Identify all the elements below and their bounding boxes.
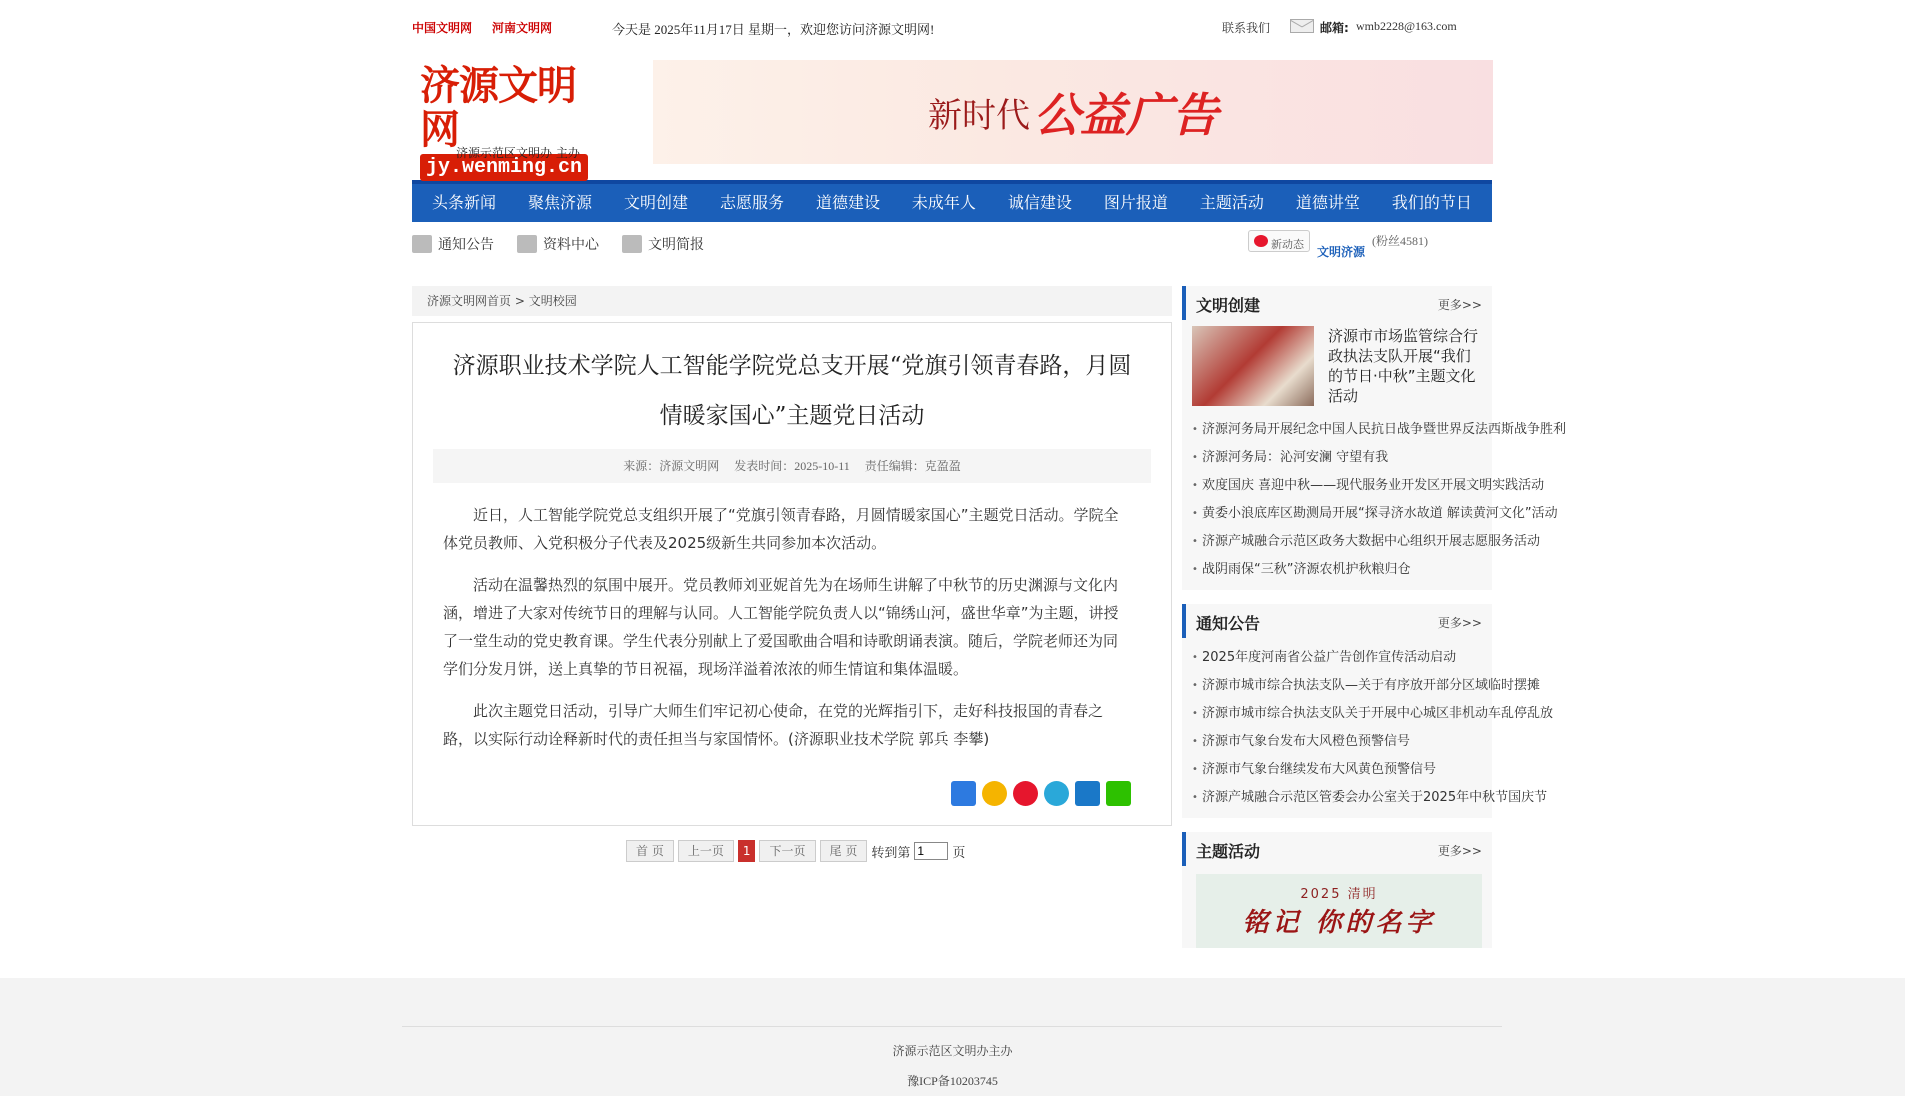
share-more-icon[interactable] [951,781,976,806]
share-wechat-icon[interactable] [1106,781,1131,806]
logo-en: jy.wenming.cn [420,154,588,181]
mail-label: 邮箱: [1320,21,1349,35]
logo-cn: 济源文明网 [420,62,576,153]
nav-item[interactable]: 文明创建 [623,193,688,212]
article-time: 发表时间：2025-10-11 [734,459,850,473]
footer-organizer: 济源示范区文明办主办 [892,1044,1013,1058]
notice-label: 通知公告 [438,237,494,253]
article-paragraph: 近日，人工智能学院党总支组织开展了“党旗引领青春路，月圆情暖家国心”主题党日活动。学院全体党员教师、入党积极分子代表及2025级新生共同参加本次活动。 [443,506,1119,552]
bulletin-label: 文明简报 [648,237,704,253]
featured-news[interactable] [1182,320,1492,410]
list-item[interactable]: • 济源市城市综合执法支队关于开展中心城区非机动车乱停乱放 [1192,700,1482,728]
list-item[interactable]: • 济源市气象台继续发布大风黄色预警信号 [1192,756,1482,784]
top-bar [412,0,1492,52]
nav-item[interactable]: 未成年人 [911,193,976,212]
banner-text-2: 公益广告 [1034,88,1218,142]
topic-banner[interactable] [1196,874,1482,948]
article-paragraph: 活动在温馨热烈的氛围中展开。党员教师刘亚妮首先为在场师生讲解了中秋节的历史渊源与文化内涵，增进了大家对传统节日的理解与认同。人工智能学院负责人以“锦绣山河，盛世华章”为主题，讲授了一堂生动的党史教育课。学生代表分别献上了爱国歌曲合唱和诗歌朗诵表演。随后，学院老师还为同学们分发月饼，送上真挚的节日祝福，现场洋溢着浓浓的师生情谊和集体温暖。 [443,576,1119,678]
article-body [413,483,1171,753]
date-greeting: 今天是 2025年11月17日 星期一，欢迎您访问济源文明网! [612,22,935,37]
notice-list [1182,638,1554,818]
link-china-wenming[interactable]: 中国文明网 [412,21,473,35]
footer [0,978,1905,1096]
nav-item[interactable]: 聚焦济源 [527,193,592,212]
share-tqq-icon[interactable] [1044,781,1069,806]
notice-title: 通知公告 [1196,614,1261,633]
breadcrumb [412,286,1172,316]
featured-news-image[interactable] [1192,326,1314,406]
nav-item[interactable]: 图片报道 [1103,193,1168,212]
notice-box [1182,604,1554,818]
banner-text-1: 新时代 [928,95,1030,136]
list-item[interactable]: • 济源河务局开展纪念中国人民抗日战争暨世界反法西斯战争胜利 [1192,416,1482,444]
nav-item[interactable]: 主题活动 [1199,193,1264,212]
last-page-button[interactable]: 尾 页 [820,840,868,862]
article-paragraph: 此次主题党日活动，引导广大师生们牢记初心使命，在党的光辉指引下，走好科技报国的青春之路，以实际行动诠释新时代的责任担当与家国情怀。(济源职业技术学院 郭兵 李攀) [443,702,1104,748]
pagination [626,840,965,862]
topic-banner-year: 2025 清明 [1300,887,1378,902]
weibo-fans-count: (粉丝4581) [1372,234,1428,248]
list-item[interactable]: • 济源河务局：沁河安澜 守望有我 [1192,444,1482,472]
nav-item[interactable]: 道德讲堂 [1295,193,1360,212]
list-item[interactable]: • 2025年度河南省公益广告创作宣传活动启动 [1192,644,1482,672]
topic-box [1182,832,1492,948]
footer-divider [402,1026,1502,1027]
share-qzone-icon[interactable] [982,781,1007,806]
goto-label-post: 页 [952,845,966,861]
contact-link[interactable]: 联系我们 [1222,21,1271,35]
article-title: 济源职业技术学院人工智能学院党总支开展“党旗引领青春路，月圆情暖家国心”主题党日活动 [452,353,1132,429]
next-page-button[interactable]: 下一页 [759,840,815,862]
breadcrumb-current[interactable]: 文明校园 [528,294,577,308]
topic-title: 主题活动 [1196,842,1261,861]
main-area [412,266,1567,966]
notice-more-link[interactable]: 更多>> [1437,616,1482,630]
mail-value: wmb2228@163.com [1356,19,1457,33]
document-icon [622,235,642,253]
topic-more-link[interactable]: 更多>> [1437,844,1482,858]
site-logo[interactable] [420,62,583,181]
goto-label-pre: 转到第 [871,845,911,861]
article-meta [433,449,1151,483]
article [412,322,1172,826]
topic-header [1182,832,1492,866]
download-icon [517,235,537,253]
nav-item[interactable]: 我们的节日 [1391,193,1472,212]
weibo-follow-button[interactable]: 新动态 [1248,230,1310,252]
comment-icon [412,235,432,253]
wenming-title: 文明创建 [1196,296,1261,315]
wenming-box [1182,286,1567,590]
footer-icp[interactable]: 豫ICP备10203745 [907,1074,998,1088]
breadcrumb-home[interactable]: 济源文明网首页 [427,294,512,308]
article-editor: 责任编辑：克盈盈 [864,459,961,473]
bulletin-link[interactable] [622,234,704,254]
mail-icon [1290,19,1314,33]
sidebar [1182,286,1567,962]
article-source: 来源：济源文明网 [623,459,720,473]
notice-header [1182,604,1492,638]
nav-item[interactable]: 道德建设 [815,193,880,212]
logo-subtitle: 济源示范区文明办 主办 [456,146,580,160]
list-item[interactable]: • 战阴雨保“三秋”济源农机护秋粮归仓 [1192,556,1482,584]
list-item[interactable]: • 济源市气象台发布大风橙色预警信号 [1192,728,1482,756]
nav-item[interactable]: 诚信建设 [1007,193,1072,212]
resource-label: 资料中心 [543,237,599,253]
resource-link[interactable] [517,234,599,254]
featured-news-title[interactable]: 济源市市场监管综合行政执法支队开展“我们的节日·中秋”主题文化活动 [1328,327,1479,405]
weibo-name-link[interactable]: 文明济源 [1317,245,1366,259]
current-page: 1 [738,840,756,862]
link-henan-wenming[interactable]: 河南文明网 [492,21,553,35]
topic-banner-text: 铭记 你的名字 [1242,908,1436,938]
wenming-header [1182,286,1492,320]
main-nav [412,180,1492,222]
prev-page-button[interactable]: 上一页 [678,840,734,862]
share-bar [951,781,1131,806]
sub-bar [412,222,1492,266]
list-item[interactable]: • 济源产城融合示范区政务大数据中心组织开展志愿服务活动 [1192,528,1482,556]
nav-item[interactable]: 志愿服务 [719,193,784,212]
goto-page-input[interactable] [914,842,948,860]
list-item[interactable]: • 黄委小浪底库区勘测局开展“探寻济水故道 解读黄河文化”活动 [1192,500,1482,528]
breadcrumb-sep: > [514,294,525,308]
first-page-button[interactable]: 首 页 [626,840,674,862]
wenming-more-link[interactable]: 更多>> [1437,298,1482,312]
public-ad-banner[interactable] [653,60,1493,164]
notice-link[interactable] [412,234,494,254]
list-item[interactable]: • 济源市城市综合执法支队—关于有序放开部分区域临时摆摊 [1192,672,1482,700]
list-item[interactable]: • 欢度国庆 喜迎中秋——现代服务业开发区开展文明实践活动 [1192,472,1482,500]
header [412,52,1492,180]
wenming-list [1182,410,1567,590]
share-weibo-icon[interactable] [1013,781,1038,806]
nav-item[interactable]: 头条新闻 [432,193,497,212]
list-item[interactable]: • 济源产城融合示范区管委会办公室关于2025年中秋节国庆节 [1192,784,1482,812]
share-renren-icon[interactable] [1075,781,1100,806]
